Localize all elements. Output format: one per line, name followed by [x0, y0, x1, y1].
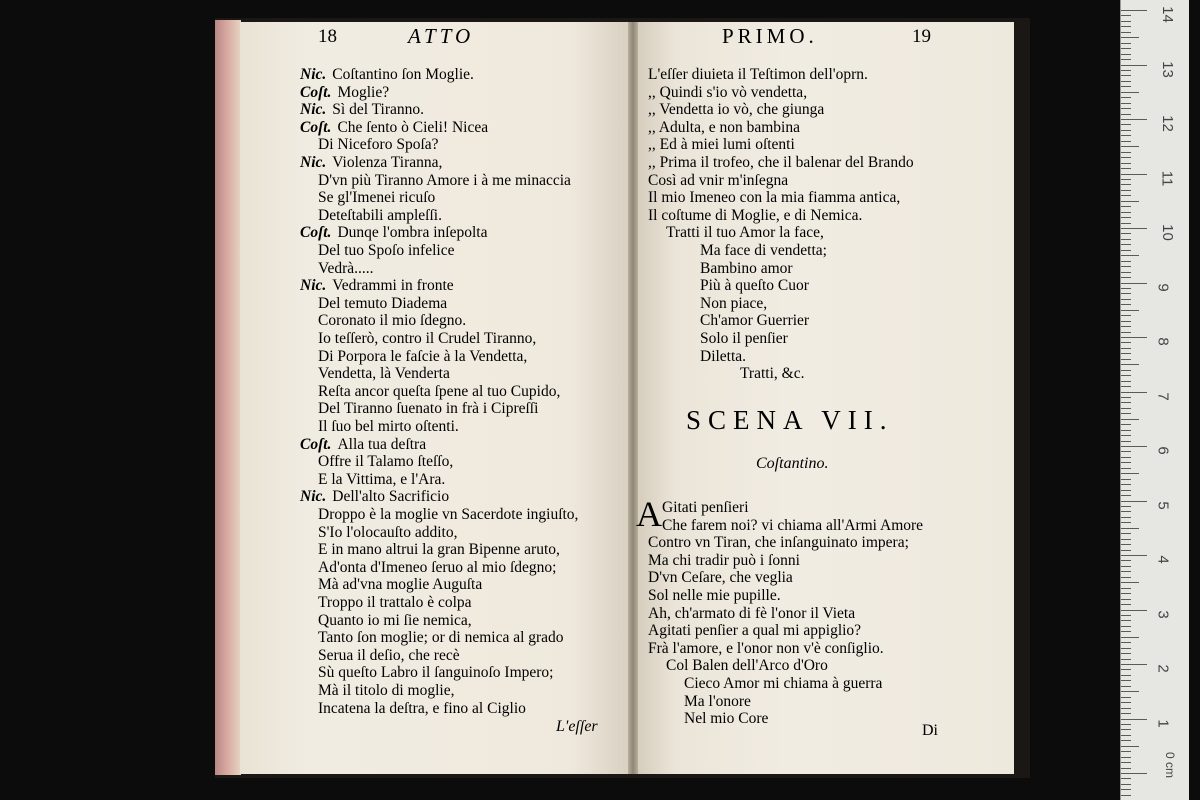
- ruler-tick: [1121, 550, 1131, 551]
- verse-line: Cieco Amor mi chiama à guerra: [684, 675, 883, 692]
- ruler-tick: [1121, 484, 1131, 485]
- ruler-tick: [1121, 332, 1131, 333]
- ruler-tick: [1121, 729, 1131, 730]
- ruler-tick: [1121, 54, 1131, 55]
- ruler-tick: [1121, 212, 1131, 213]
- verse-line: [318, 647, 460, 664]
- ruler-tick: [1121, 599, 1131, 600]
- ruler-tick: [1121, 582, 1139, 583]
- book-gutter: [628, 22, 638, 774]
- ruler-tick: [1121, 146, 1139, 147]
- ruler-tick: [1121, 533, 1131, 534]
- ruler-tick: [1121, 610, 1147, 611]
- ruler-number: 11: [1158, 170, 1176, 186]
- ruler-number: 9: [1154, 282, 1172, 292]
- verse-line: ,, Prima il trofeo, che il balenar del Brando: [648, 154, 914, 171]
- ruler-tick: [1121, 206, 1131, 207]
- ruler-tick: [1121, 473, 1139, 474]
- ruler-number: 14: [1158, 6, 1176, 23]
- ruler-number: 13: [1158, 60, 1176, 78]
- page-edges: [215, 20, 241, 775]
- drop-cap: A: [636, 494, 662, 534]
- ruler-tick: [1121, 163, 1131, 164]
- ruler-tick: [1121, 495, 1131, 496]
- line-text: Sù queſto Labro il ſanguinoſo Impero;: [318, 664, 554, 682]
- line-text: Sì del Tiranno.: [332, 101, 424, 119]
- verse-line: [318, 682, 454, 699]
- ruler-tick: [1121, 353, 1131, 354]
- speaker-label: Coſt.: [300, 224, 332, 242]
- ruler-tick: [1121, 631, 1131, 632]
- line-text: E in mano altrui la gran Bipenne aruto,: [318, 541, 560, 559]
- ruler-tick: [1121, 664, 1147, 665]
- line-text: Se gl'Imenei ricuſo: [318, 189, 436, 207]
- line-text: Mà ad'vna moglie Auguſta: [318, 576, 483, 594]
- ruler-tick: [1121, 626, 1131, 627]
- verse-line: D'vn Ceſare, che veglia: [648, 569, 793, 587]
- ruler-tick: [1121, 708, 1131, 709]
- verse-line: [300, 84, 389, 101]
- ruler-tick: [1121, 451, 1131, 452]
- ruler-tick: [1121, 435, 1131, 436]
- ruler-tick: [1121, 48, 1131, 49]
- ruler-tick: [1121, 75, 1131, 76]
- line-text: Moglie?: [337, 83, 390, 101]
- ruler-number: 3: [1154, 609, 1172, 619]
- ruler-tick: [1121, 762, 1131, 763]
- verse-line: Solo il penſier: [700, 330, 788, 347]
- ruler-tick: [1121, 539, 1131, 540]
- ruler-tick: [1121, 413, 1131, 414]
- line-text: Quanto io mi ſie nemica,: [318, 611, 472, 629]
- ruler-tick: [1121, 375, 1131, 376]
- verse-line: [300, 277, 454, 294]
- verse-line: [318, 612, 472, 629]
- ruler-tick: [1121, 277, 1131, 278]
- line-text: Di Niceforo Spoſa?: [318, 136, 439, 154]
- line-text: Violenza Tiranna,: [332, 154, 443, 171]
- verse-line: [318, 418, 459, 435]
- line-text: Del tuo Spoſo infelice: [318, 242, 455, 259]
- ruler-tick: [1121, 746, 1139, 747]
- verse-line: [318, 172, 571, 189]
- ruler-tick: [1121, 713, 1131, 714]
- ruler-tick: [1121, 299, 1131, 300]
- ruler-tick: [1121, 768, 1131, 769]
- line-text: Incatena la deſtra, e fino al Ciglio: [318, 699, 526, 717]
- verse-line: [318, 576, 482, 593]
- ruler-tick: [1121, 364, 1139, 365]
- ruler-tick: [1121, 233, 1131, 234]
- ruler-tick: [1121, 326, 1131, 327]
- ruler-tick: [1121, 321, 1131, 322]
- ruler-tick: [1121, 244, 1131, 245]
- verse-line: [318, 471, 445, 488]
- ruler-tick: [1121, 81, 1131, 82]
- line-text: Vedrà.....: [318, 259, 374, 277]
- ruler-tick: [1121, 522, 1131, 523]
- ruler-tick: [1121, 593, 1131, 594]
- ruler-tick: [1121, 577, 1131, 578]
- verse-line: [318, 664, 553, 681]
- line-text: Deteſtabili ampleſſi.: [318, 206, 442, 224]
- verse-line: [318, 136, 439, 153]
- speaker-label: Nic.: [300, 277, 327, 295]
- verse-line: [300, 66, 474, 83]
- verse-line: [318, 207, 442, 224]
- ruler-tick: [1121, 697, 1131, 698]
- ruler-tick: [1121, 195, 1131, 196]
- verse-line: [300, 119, 488, 136]
- ruler-tick: [1121, 201, 1139, 202]
- verse-line: Frà l'amore, e l'onor non v'è conſiglio.: [648, 639, 884, 657]
- line-text: Troppo il trattalo è colpa: [318, 594, 472, 611]
- verse-line: Ma chi tradir può i ſonni: [648, 551, 800, 569]
- verse-line: [318, 506, 578, 523]
- ruler-tick: [1121, 675, 1131, 676]
- ruler-tick: [1121, 21, 1131, 22]
- line-text: Coronato il mio ſdegno.: [318, 312, 467, 330]
- ruler-tick: [1121, 266, 1131, 267]
- ruler-tick: [1121, 86, 1131, 87]
- ruler-tick: [1121, 490, 1131, 491]
- ruler-tick: [1121, 648, 1131, 649]
- ruler-tick: [1121, 789, 1131, 790]
- ruler-tick: [1121, 32, 1131, 33]
- ruler-tick: [1121, 348, 1131, 349]
- ruler-tick: [1121, 261, 1131, 262]
- verse-line: Tratti il tuo Amor la face,: [666, 224, 824, 242]
- ruler-tick: [1121, 653, 1131, 654]
- ruler-tick: [1121, 604, 1131, 605]
- ruler-number: 12: [1158, 115, 1176, 132]
- speaker-label: Coſt.: [300, 83, 332, 101]
- ruler-tick: [1121, 659, 1131, 660]
- ruler-tick: [1121, 359, 1131, 360]
- verse-line: Che farem noi? vi chiama all'Armi Amore: [662, 516, 924, 534]
- verse-line: [318, 453, 453, 470]
- ruler-tick: [1121, 272, 1131, 273]
- ruler-tick: [1121, 397, 1131, 398]
- ruler-tick: [1121, 588, 1131, 589]
- ruler-tick: [1121, 544, 1131, 545]
- verse-line: Più à queſto Cuor: [700, 277, 809, 295]
- ruler-tick: [1121, 571, 1131, 572]
- right-running-head: PRIMO.: [722, 24, 818, 48]
- line-text: Offre il Talamo ſteſſo,: [318, 453, 454, 471]
- ruler-tick: [1121, 479, 1131, 480]
- ruler-tick: [1121, 15, 1131, 16]
- ruler-tick: [1121, 304, 1131, 305]
- ruler-tick: [1121, 408, 1131, 409]
- ruler-tick: [1121, 310, 1139, 311]
- ruler-tick: [1121, 130, 1131, 131]
- ruler-tick: [1121, 228, 1147, 229]
- speaker-label: Nic.: [300, 488, 327, 506]
- ruler-tick: [1121, 702, 1131, 703]
- left-running-head: ATTO: [408, 24, 475, 48]
- left-page-number: 18: [318, 26, 337, 47]
- speaker-label: Nic.: [300, 154, 327, 171]
- ruler-tick: [1121, 190, 1131, 191]
- ruler-tick: [1121, 430, 1131, 431]
- right-page-number: 19: [912, 26, 931, 47]
- ruler-tick: [1121, 174, 1147, 175]
- ruler-tick: [1121, 168, 1131, 169]
- verse-line: [318, 383, 560, 400]
- ruler-tick: [1121, 501, 1147, 502]
- verse-line: Il mio Imeneo con la mia fiamma antica,: [648, 189, 901, 207]
- ruler-tick: [1121, 103, 1131, 104]
- ruler-tick: [1121, 555, 1147, 556]
- line-text: Che ſento ò Cieli! Nicea: [337, 118, 489, 136]
- ruler-tick: [1121, 370, 1131, 371]
- verse-line: [318, 295, 447, 312]
- ruler-tick: [1121, 402, 1131, 403]
- verse-line: [318, 330, 536, 347]
- ruler-tick: [1121, 337, 1147, 338]
- verse-line: [318, 400, 538, 417]
- line-text: Tanto ſon moglie; or di nemica al grado: [318, 629, 564, 647]
- verse-line: [318, 541, 560, 558]
- verse-line: Ch'amor Guerrier: [700, 312, 810, 330]
- verse-line: Il coſtume di Moglie, e di Nemica.: [648, 206, 863, 224]
- verse-line: Agitati penſier a qual mi appiglio?: [648, 622, 862, 640]
- line-text: Mà il titolo di moglie,: [318, 682, 455, 699]
- verse-line: Sol nelle mie pupille.: [648, 587, 781, 604]
- ruler-tick: [1121, 566, 1131, 567]
- left-catchword: L'eſſer: [556, 718, 598, 735]
- verse-line: Diletta.: [700, 347, 747, 365]
- ruler-tick: [1121, 778, 1131, 779]
- ruler-tick: [1121, 506, 1131, 507]
- verse-line: [318, 629, 564, 646]
- line-text: Dell'alto Sacrificio: [332, 488, 450, 506]
- verse-line: Gitati penſieri: [662, 499, 749, 516]
- ruler-tick: [1121, 795, 1131, 796]
- ruler-tick: [1121, 784, 1131, 785]
- ruler-tick: [1121, 315, 1131, 316]
- line-text: Il ſuo bel mirto oſtenti.: [318, 418, 459, 435]
- verse-line: Ma face di vendetta;: [700, 242, 827, 259]
- ruler-tick: [1121, 37, 1139, 38]
- ruler-tick: [1121, 620, 1131, 621]
- ruler-tick: [1121, 217, 1131, 218]
- ruler-tick: [1121, 152, 1131, 153]
- ruler-tick: [1121, 124, 1131, 125]
- ruler-tick: [1121, 724, 1131, 725]
- line-text: Alla tua deſtra: [337, 435, 427, 453]
- ruler-tick: [1121, 381, 1131, 382]
- verse-line: Nel mio Core: [684, 710, 769, 728]
- ruler-tick: [1121, 135, 1131, 136]
- measuring-ruler: [1120, 0, 1189, 800]
- ruler-tick: [1121, 686, 1131, 687]
- verse-line: [300, 488, 449, 505]
- line-text: Del temuto Diadema: [318, 294, 448, 312]
- speaker-label: Nic.: [300, 66, 327, 83]
- verse-line: [300, 436, 426, 453]
- line-text: Reſta ancor queſta ſpene al tuo Cupido,: [318, 382, 561, 400]
- verse-line: Ah, ch'armato di fè l'onor il Vieta: [648, 604, 856, 622]
- verse-line: Bambino amor: [700, 259, 793, 277]
- verse-line: Così ad vnir m'inſegna: [648, 171, 789, 189]
- ruler-tick: [1121, 735, 1131, 736]
- verse-line: [318, 189, 435, 206]
- ruler-tick: [1121, 26, 1131, 27]
- ruler-tick: [1121, 288, 1131, 289]
- verse-line: ,, Ed à miei lumi oſtenti: [648, 136, 795, 154]
- ruler-tick: [1121, 511, 1131, 512]
- verse-line: Tratti, &c.: [740, 365, 805, 383]
- verse-line: [318, 594, 472, 611]
- verse-line: Ma l'onore: [684, 692, 751, 710]
- verse-line: [318, 260, 374, 277]
- ruler-tick: [1121, 255, 1139, 256]
- line-text: Io teſſerò, contro il Crudel Tiranno,: [318, 330, 537, 347]
- ruler-tick: [1121, 441, 1131, 442]
- verse-line: [300, 224, 487, 241]
- line-text: Droppo è la moglie vn Sacerdote ingiuſto,: [318, 506, 579, 523]
- ruler-tick: [1121, 669, 1131, 670]
- ruler-number: 7: [1154, 391, 1172, 401]
- ruler-tick: [1121, 468, 1131, 469]
- ruler-tick: [1121, 680, 1131, 681]
- verse-line: Non piace,: [700, 294, 768, 312]
- ruler-tick: [1121, 10, 1147, 11]
- line-text: Dunqe l'ombra inſepolta: [337, 224, 488, 242]
- ruler-tick: [1121, 615, 1131, 616]
- line-text: S'Io l'olocauſto addito,: [318, 523, 458, 541]
- ruler-tick: [1121, 179, 1131, 180]
- ruler-number: 1: [1154, 718, 1172, 728]
- line-text: Vendetta, là Venderta: [318, 365, 450, 383]
- ruler-tick: [1121, 462, 1131, 463]
- verse-line: Col Balen dell'Arco d'Oro: [666, 657, 828, 675]
- ruler-tick: [1121, 751, 1131, 752]
- ruler-tick: [1121, 239, 1131, 240]
- ruler-tick: [1121, 141, 1131, 142]
- scene-character: Coſtantino.: [756, 455, 829, 472]
- line-text: Ad'onta d'Imeneo ſeruo al mio ſdegno;: [318, 558, 557, 576]
- verse-line: [300, 101, 424, 118]
- ruler-tick: [1121, 457, 1131, 458]
- ruler-tick: [1121, 184, 1131, 185]
- verse-line: L'eſſer diuieta il Teſtimon dell'oprn.: [648, 66, 868, 83]
- verse-line: [318, 348, 527, 365]
- verse-line: [318, 365, 450, 382]
- verse-line: [300, 154, 442, 171]
- ruler-tick: [1121, 392, 1147, 393]
- ruler-tick: [1121, 342, 1131, 343]
- line-text: Vedrammi in fronte: [332, 277, 454, 295]
- ruler-tick: [1121, 43, 1131, 44]
- verse-line: ,, Vendetta io vò, che giunga: [648, 101, 825, 119]
- ruler-tick: [1121, 70, 1131, 71]
- ruler-tick: [1121, 114, 1131, 115]
- verse-line: Contro vn Tiran, che inſanguinato impera;: [648, 534, 909, 552]
- ruler-tick: [1121, 108, 1131, 109]
- ruler-tick: [1121, 223, 1131, 224]
- ruler-number: 10: [1158, 224, 1176, 241]
- ruler-tick: [1121, 283, 1147, 284]
- ruler-tick: [1121, 92, 1139, 93]
- ruler-tick: [1121, 773, 1147, 774]
- ruler-tick: [1121, 424, 1131, 425]
- ruler-tick: [1121, 757, 1131, 758]
- verse-line: [318, 559, 556, 576]
- ruler-tick: [1121, 59, 1131, 60]
- ruler-number: 4: [1154, 555, 1172, 564]
- ruler-tick: [1121, 517, 1131, 518]
- ruler-tick: [1121, 250, 1131, 251]
- right-catchword: Di: [922, 722, 938, 739]
- verse-line: [318, 312, 466, 329]
- ruler-tick: [1121, 719, 1147, 720]
- verse-line: ,, Quindi s'io vò vendetta,: [648, 83, 808, 101]
- ruler-tick: [1121, 157, 1131, 158]
- ruler-number: 8: [1154, 337, 1172, 346]
- ruler-tick: [1121, 419, 1139, 420]
- ruler-unit: 0 cm: [1163, 751, 1178, 779]
- ruler-tick: [1121, 560, 1131, 561]
- ruler-tick: [1121, 740, 1131, 741]
- ruler-tick: [1121, 446, 1147, 447]
- ruler-tick: [1121, 119, 1147, 120]
- verse-line: ,, Adulta, e non bambina: [648, 118, 800, 136]
- verse-line: [318, 524, 457, 541]
- ruler-tick: [1121, 293, 1131, 294]
- verse-line: [318, 242, 454, 259]
- ruler-tick: [1121, 642, 1131, 643]
- ruler-tick: [1121, 386, 1131, 387]
- ruler-number: 2: [1154, 664, 1172, 673]
- ruler-number: 6: [1154, 446, 1172, 455]
- verse-line: [318, 700, 526, 717]
- ruler-tick: [1121, 97, 1131, 98]
- speaker-label: Nic.: [300, 101, 327, 119]
- line-text: Del Tiranno ſuenato in frà i Cipreſſi: [318, 400, 539, 418]
- line-text: E la Vittima, e l'Ara.: [318, 470, 446, 488]
- ruler-number: 5: [1154, 500, 1172, 510]
- line-text: Di Porpora le faſcie à la Vendetta,: [318, 347, 528, 365]
- line-text: Serua il deſio, che recè: [318, 646, 460, 664]
- ruler-tick: [1121, 637, 1139, 638]
- speaker-label: Coſt.: [300, 118, 332, 136]
- speaker-label: Coſt.: [300, 435, 332, 453]
- scene-title: SCENA VII.: [686, 405, 894, 435]
- line-text: Coſtantino ſon Moglie.: [332, 66, 474, 83]
- ruler-tick: [1121, 65, 1147, 66]
- ruler-tick: [1121, 691, 1139, 692]
- ruler-tick: [1121, 528, 1139, 529]
- line-text: D'vn più Tiranno Amore i à me minaccia: [318, 171, 571, 189]
